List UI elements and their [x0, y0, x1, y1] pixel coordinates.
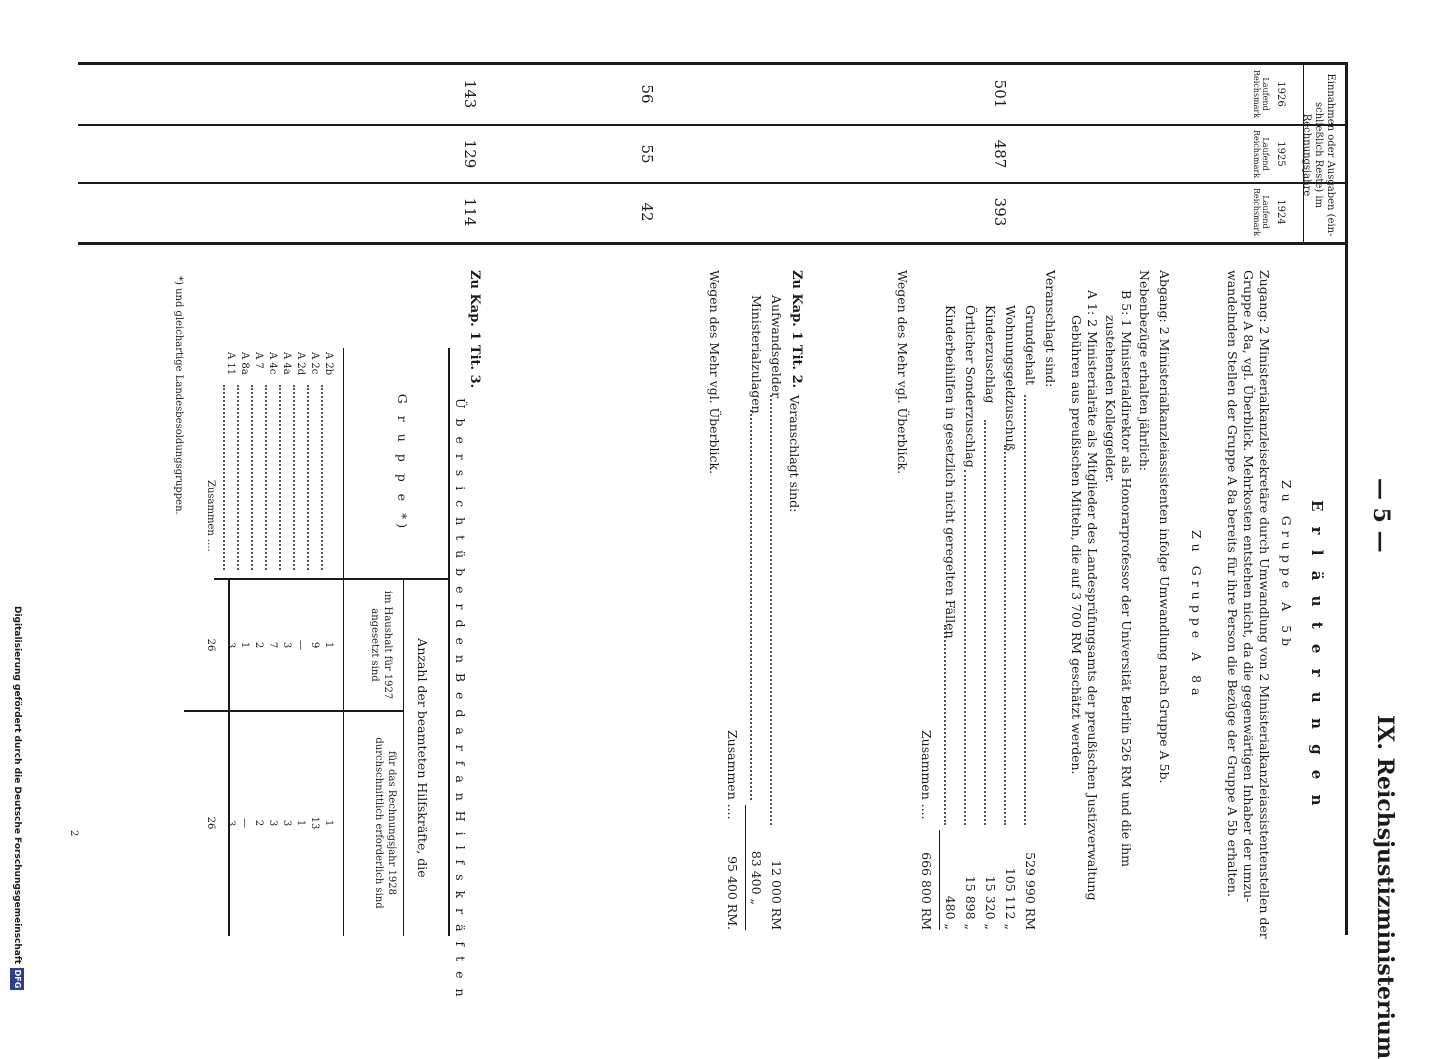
table-col-1928: für das Rechnungsjahr 1928 durchschnittlich erforderlich sind	[373, 737, 397, 909]
leader-dots	[293, 385, 295, 570]
table-group-header: G r u p p e *)	[395, 393, 410, 533]
year-1925: 1925	[1275, 141, 1286, 167]
table-row-1928: 3	[281, 819, 292, 827]
item-aufwandsgelder: Aufwandsgelder	[769, 295, 784, 399]
table-row-1927: 2	[253, 641, 264, 649]
year-1924: 1924	[1275, 199, 1286, 225]
leader-dots	[279, 385, 281, 570]
leader-dots	[750, 410, 752, 800]
item-wohnungsgeld: Wohnungsgeldzuschuß	[1003, 305, 1018, 452]
col-rule-1926	[78, 124, 1348, 126]
unit-1925: Laufend Reichsmark	[1252, 129, 1270, 179]
zusammen-2-label: Zusammen ....	[725, 730, 740, 820]
table-footnote: *) und gleichartige Landesbesoldungsgruppen.	[173, 276, 184, 515]
veranschlagt-label: Veranschlagt sind:	[1043, 270, 1058, 388]
table-title: Ü b e r s i c h t ü b e r d e n B e d a r f a n H i l f s k r ä f t e n	[453, 398, 468, 1000]
table-header-rule	[343, 348, 344, 936]
table-row-group: A 2d	[295, 352, 306, 376]
table-row-1927: 1	[323, 641, 334, 649]
leader-dots	[321, 385, 323, 570]
table-row-group: A 2c	[309, 352, 320, 375]
row1-1925: 487	[991, 139, 1009, 169]
item-kinderzuschlag: Kinderzuschlag	[983, 305, 998, 404]
leader-dots	[223, 385, 225, 570]
table-row-1927: 3	[225, 641, 236, 649]
table-row-1927: 1	[239, 641, 250, 649]
value-ministerialzulagen: 83 400 „	[749, 850, 764, 905]
unit-1924: Laufend Reichsmark	[1252, 187, 1270, 237]
table-row-1927: 9	[309, 641, 320, 649]
zusammen-1-label: Zusammen ....	[919, 730, 934, 820]
section-title: IX. Reichsjustizministerium	[1372, 715, 1398, 1059]
value-kinderzuschlag: 15 320 „	[983, 875, 998, 930]
sum-rule	[939, 830, 940, 930]
row1-1926: 501	[991, 79, 1009, 109]
leader-dots	[984, 420, 986, 825]
leader-dots	[251, 385, 253, 570]
nebenbezuege-b5-cont: zustehenden Kolleggelder.	[1103, 315, 1118, 483]
value-wohnungsgeld: 105 112 „	[1003, 867, 1018, 930]
a5b-para-1: Zugang: 2 Ministerialkanzleisekretäre durch Umwandlung von 2 Ministerialkanzleiassistentenstellen der	[1257, 270, 1272, 939]
erlaeuterungen-heading: E r l ä u t e r u n g e n	[1308, 500, 1326, 811]
table-row-1928: 1	[295, 819, 306, 827]
table-total-1928: 26	[205, 816, 216, 830]
nebenbezuege-heading: Nebenbezüge erhalten jährlich:	[1137, 270, 1152, 472]
page-marker: 2	[68, 830, 79, 837]
page-number: — 5 —	[1368, 478, 1394, 553]
item-ministerialzulagen: Ministerialzulagen	[749, 295, 764, 414]
leader-dots	[307, 385, 309, 570]
nebenbezuege-a1: A 1: 2 Ministerialräte als Mitglieder des Landesprüfungsamts der preußischen Justizverwaltung	[1085, 290, 1100, 901]
leader-dots	[944, 625, 946, 825]
table-row-1928: 3	[225, 819, 236, 827]
table-row-1928: 13	[309, 816, 320, 830]
table-row-1928: 3	[267, 819, 278, 827]
a5b-heading: Zu Gruppe A 5b	[1279, 480, 1294, 652]
value-aufwandsgelder: 12 000 RM	[769, 860, 784, 930]
table-col-header: Anzahl der beamteten Hilfskräfte, die	[415, 638, 430, 878]
nebenbezuege-b5: B 5: 1 Ministerialdirektor als Honorarprofessor der Universität Berlin 526 RM und die ihm	[1119, 290, 1134, 868]
sum-rule	[745, 805, 746, 930]
table-row-group: A 2b	[323, 352, 334, 376]
table-row-1928: 1	[323, 819, 334, 827]
mehr-note-2: Wegen des Mehr vgl. Überblick.	[707, 270, 722, 475]
leader-dots	[1004, 445, 1006, 825]
value-kinderbeihilfen: 480 „	[943, 895, 958, 930]
table-subheader-rule	[403, 578, 404, 936]
kap2-veranschlagt: Veranschlagt sind:	[787, 395, 802, 513]
top-rule	[1345, 62, 1348, 935]
table-row-1927: 3	[281, 641, 292, 649]
digitization-credit: Digitalisierung gefördert durch die Deutsche Forschungsgemeinschaft	[12, 606, 22, 965]
item-sonderzuschlag: Örtlicher Sonderzuschlag	[963, 305, 978, 468]
table-top-rule	[448, 348, 450, 936]
leader-dots	[770, 395, 772, 825]
zusammen-2-value: 95 400 RM.	[725, 856, 740, 930]
value-grundgehalt: 529 990 RM	[1023, 852, 1038, 930]
mehr-note-1: Wegen des Mehr vgl. Überblick.	[895, 270, 910, 475]
table-row-group: A 4a	[281, 352, 292, 375]
row2-1926: 56	[638, 84, 656, 104]
nebenbezuege-a1-cont: Gebühren aus preußischen Mitteln, die auf 3 700 RM geschätzt werden.	[1069, 315, 1084, 775]
table-row-group: A 7	[253, 352, 264, 369]
row3-1926: 143	[461, 79, 479, 109]
row3-1925: 129	[461, 139, 479, 169]
table-col-1927: im Haushalt für 1927 angesetzt sind	[369, 590, 393, 700]
table-total-label: Zusammen ....	[205, 480, 216, 552]
kap3-heading: Zu Kap. 1 Tit. 3.	[467, 270, 482, 389]
year-1926: 1926	[1275, 81, 1286, 107]
leader-dots	[1024, 395, 1026, 825]
a5b-para-3: wandelnden Stellen der Gruppe A 8a bereits für ihre Person die Bezüge der Gruppe A 5b erhalten.	[1225, 270, 1240, 897]
row1-1924: 393	[991, 197, 1009, 227]
row2-1924: 42	[638, 202, 656, 222]
kap2-heading: Zu Kap. 1 Tit. 2.	[789, 270, 804, 389]
leader-dots	[265, 385, 267, 570]
dfg-logo: DFG	[10, 968, 24, 990]
a5b-para-2: Gruppe A 8a, vgl. Überblick. Mehrkosten entstehen nicht, da die gegenwärtigen Inhaber der umzu-	[1241, 270, 1256, 903]
table-col-rule-2	[184, 710, 404, 712]
item-grundgehalt: Grundgehalt	[1023, 305, 1038, 385]
leader-dots	[964, 470, 966, 825]
leader-dots	[237, 385, 239, 570]
zusammen-1-value: 666 800 RM	[919, 852, 934, 930]
unit-1926: Laufend Reichsmark	[1252, 69, 1270, 119]
table-row-group: A 11	[225, 352, 236, 376]
table-total-1927: 26	[205, 638, 216, 652]
a8a-para-1: Abgang: 2 Ministerialkanzleiassistenten infolge Umwandlung nach Gruppe A 5b.	[1157, 270, 1172, 784]
item-kinderbeihilfen: Kinderbeihilfen in gesetzlich nicht geregelten Fällen	[943, 305, 958, 639]
table-row-group: A 4c	[267, 352, 278, 375]
col-rule-1925	[78, 182, 1348, 184]
row3-1924: 114	[461, 197, 479, 227]
outer-left-rule	[78, 62, 1348, 65]
table-row-1927: —	[295, 640, 306, 650]
table-row-1928: 2	[253, 819, 264, 827]
column-group-header: Einnahmen oder Ausgaben (ein-schließlich Reste) im Rechnungsjahre	[1301, 73, 1336, 237]
row2-1925: 55	[638, 144, 656, 164]
col-rule-1924	[78, 242, 1348, 245]
table-row-1927: 7	[267, 641, 278, 649]
table-row-1928: —	[239, 818, 250, 828]
value-sonderzuschlag: 15 898 „	[963, 875, 978, 930]
a8a-heading: Zu Gruppe A 8a	[1189, 530, 1204, 701]
table-row-group: A 8a	[239, 352, 250, 375]
